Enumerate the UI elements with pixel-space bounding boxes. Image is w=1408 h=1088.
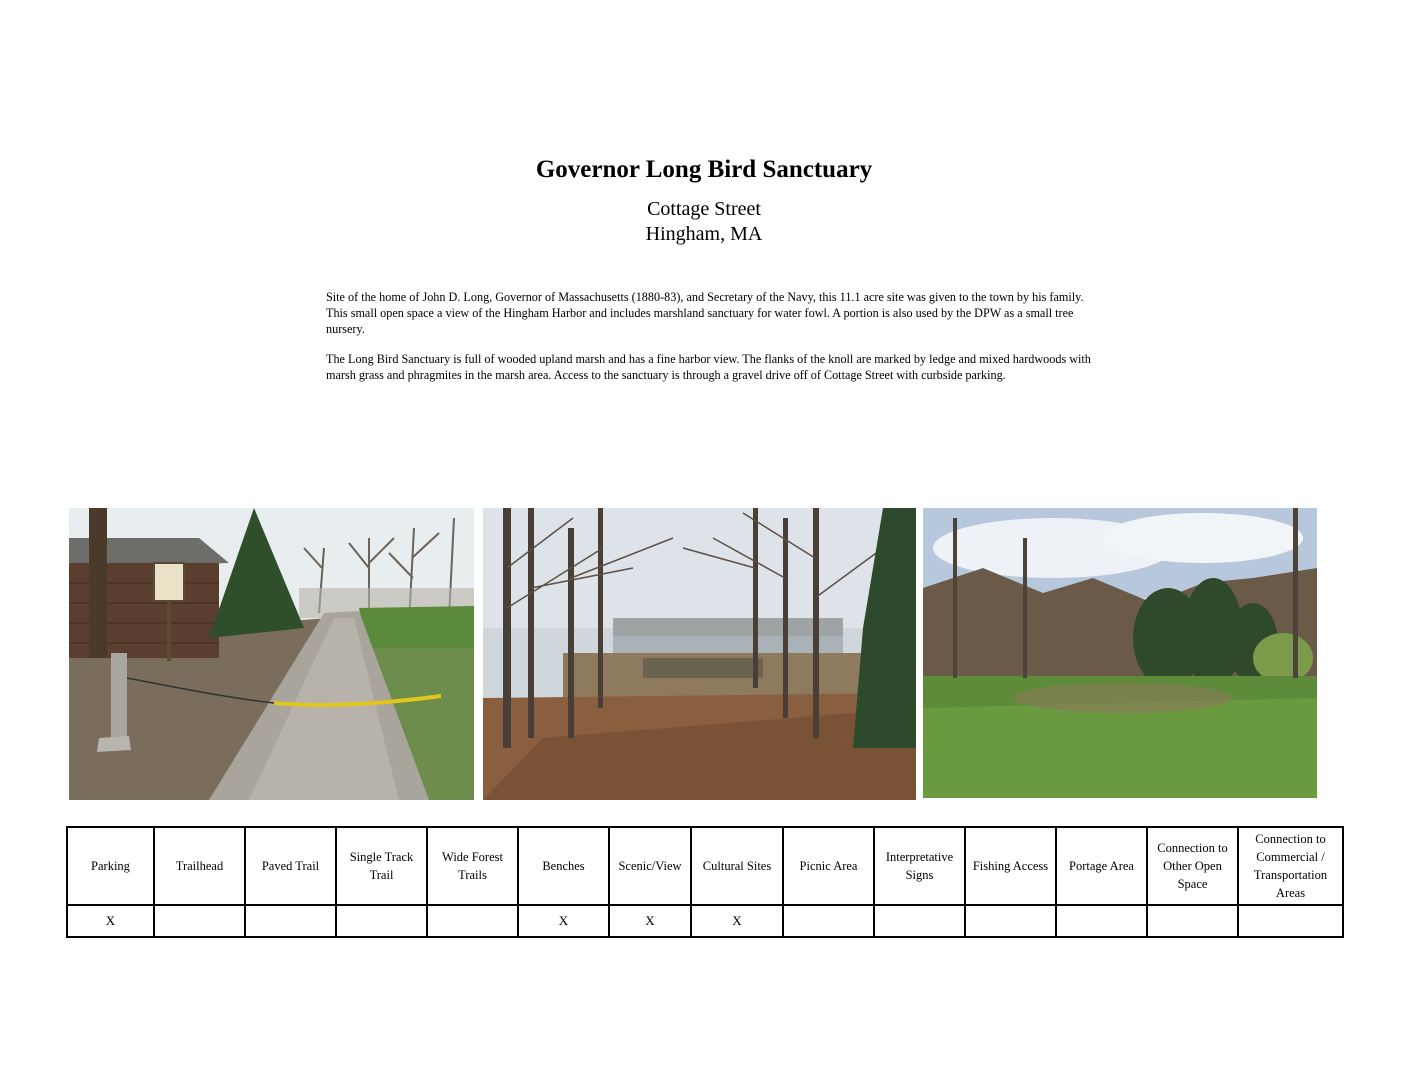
description-paragraph-1: Site of the home of John D. Long, Governor of Massachusetts (1880-83), and Secretary of the Navy, this 11.1 acre site was given to the town by his family. This small open space a view of the Hingham Harbor and includes marshland sanctuary for water fowl. A portion is also used by the DPW as a small tree nursery. [326, 290, 1084, 336]
page-title: Governor Long Bird Sanctuary [535, 156, 873, 183]
amenities-header-row [67, 827, 1343, 905]
value-connection-commercial [1238, 905, 1343, 937]
header-picnic-area: Picnic Area [783, 827, 874, 905]
header-single-track-trail: Single Track Trail [336, 827, 427, 905]
header-benches: Benches [518, 827, 609, 905]
header-fishing-access: Fishing Access [965, 827, 1056, 905]
header-trailhead: Trailhead [154, 827, 245, 905]
value-parking: X [67, 905, 154, 937]
header-parking: Parking [67, 827, 154, 905]
header-connection-open-space: Connection to Other Open Space [1147, 827, 1238, 905]
amenities-value-row [67, 905, 1343, 937]
amenities-table [66, 826, 1344, 938]
value-paved-trail [245, 905, 336, 937]
photo-grassy-clearing [923, 508, 1317, 798]
header-cultural-sites: Cultural Sites [691, 827, 783, 905]
value-fishing-access [965, 905, 1056, 937]
value-picnic-area [783, 905, 874, 937]
value-benches: X [518, 905, 609, 937]
value-trailhead [154, 905, 245, 937]
header-connection-commercial: Connection to Commercial / Transportation Areas [1238, 827, 1343, 905]
address-street: Cottage Street [647, 198, 761, 220]
value-scenic-view: X [609, 905, 691, 937]
value-wide-forest-trails [427, 905, 518, 937]
value-portage-area [1056, 905, 1147, 937]
address-city: Hingham, MA [645, 223, 763, 245]
value-connection-open-space [1147, 905, 1238, 937]
value-interpretative-signs [874, 905, 965, 937]
header-scenic-view: Scenic/View [609, 827, 691, 905]
header-wide-forest-trails: Wide Forest Trails [427, 827, 518, 905]
value-single-track-trail [336, 905, 427, 937]
header-paved-trail: Paved Trail [245, 827, 336, 905]
value-cultural-sites: X [691, 905, 783, 937]
header-portage-area: Portage Area [1056, 827, 1147, 905]
description-paragraph-2: The Long Bird Sanctuary is full of wooded upland marsh and has a fine harbor view. The flanks of the knoll are marked by ledge and mixed hardwoods with marsh grass and phragmites in the marsh area. Access to the sanctuary is through a gravel drive off of Cottage Street with curbside parking. [326, 352, 1091, 382]
photo-harbor-view [483, 508, 916, 800]
header-interpretative-signs: Interpretative Signs [874, 827, 965, 905]
photo-gravel-drive [69, 508, 474, 800]
